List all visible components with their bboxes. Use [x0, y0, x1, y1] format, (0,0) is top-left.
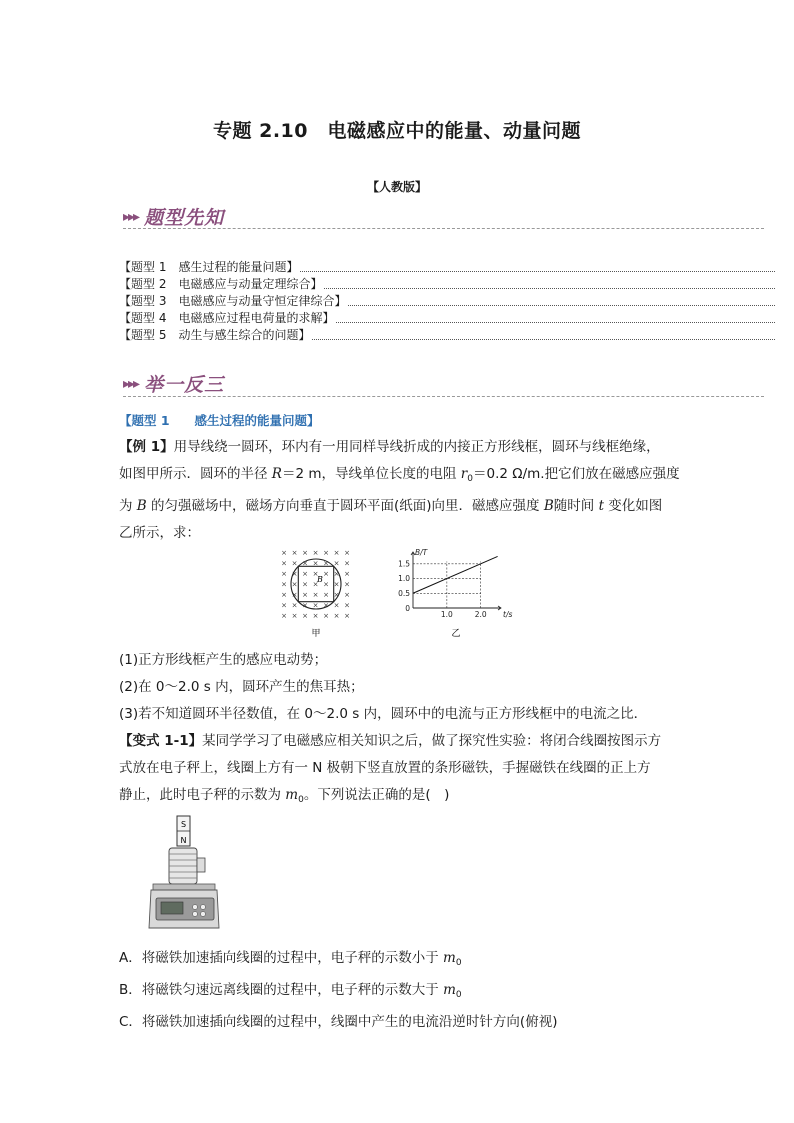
- field-x-mark: ×: [281, 580, 287, 589]
- field-x-mark: ×: [323, 570, 329, 578]
- banner-question-types: ▸▸▸ 题型先知: [123, 207, 225, 229]
- y-tick-label: 1.5: [398, 559, 410, 569]
- option-a[interactable]: A．将磁铁加速插向线圈的过程中，电子秤的示数小于 $m_0$: [119, 950, 462, 968]
- field-x-mark: ×: [291, 591, 298, 599]
- figure-scale-magnet: [147, 814, 223, 932]
- field-x-mark: ×: [333, 549, 340, 557]
- toc-item-2[interactable]: 【题型 2 电磁感应与动量定理综合】: [119, 276, 775, 292]
- field-x-mark: ×: [323, 559, 329, 568]
- field-x-mark: ×: [344, 612, 350, 620]
- field-x-mark: ×: [312, 580, 319, 589]
- field-x-mark: ×: [333, 601, 340, 610]
- field-x-mark: ×: [323, 549, 329, 557]
- example-1: 【例 1】用导线绕一圆环，环内有一用同样导线折成的内接正方形线框，圆环与线框绝缘， 如图甲所示．圆环的半径 R＝2 m，导线单位长度的电阻 $r_0=0.2$ Ω/m.把它们放在磁感应强度 为 B 的匀强磁场中，磁场方向垂直于圆环平面(纸面)向里．磁感应强度 B随时间 t 变化如图 乙所示，求：: [119, 439, 680, 541]
- x-tick-label: 1.0: [440, 610, 453, 619]
- field-x-mark: ×: [281, 591, 287, 599]
- field-x-mark: ×: [291, 612, 298, 620]
- field-x-mark: ×: [281, 559, 287, 568]
- question-3: (3)若不知道圆环半径数值，在 0～2.0 s 内，圆环中的电流与正方形线框中的电流之比．: [119, 706, 648, 722]
- field-x-mark: ×: [291, 570, 298, 578]
- caption-yi: 乙: [451, 629, 461, 638]
- questions: [119, 647, 779, 728]
- field-x-mark: ×: [302, 580, 308, 589]
- field-x-mark: ×: [312, 601, 319, 610]
- figure-bt-chart: [393, 548, 513, 638]
- field-x-mark: ×: [312, 549, 319, 557]
- toc-item-5[interactable]: 【题型 5 动生与感生综合的问题】: [119, 327, 775, 343]
- triple-chevron-icon: ▸▸▸: [123, 208, 139, 225]
- field-x-mark: ×: [281, 601, 287, 610]
- field-x-mark: ×: [312, 559, 319, 568]
- field-x-mark: ×: [291, 549, 298, 557]
- y-tick-label: 0.5: [398, 588, 410, 598]
- field-x-mark: ×: [323, 612, 329, 620]
- magnet-s-pole: S: [180, 820, 187, 829]
- field-x-mark: ×: [333, 570, 340, 578]
- banner-examples: ▸▸▸ 举一反三: [123, 374, 225, 396]
- field-x-mark: ×: [302, 559, 308, 568]
- field-x-mark: ×: [344, 591, 350, 599]
- x-axis-label: t/s: [503, 610, 513, 619]
- field-x-mark: ×: [333, 612, 340, 620]
- option-b[interactable]: B．将磁铁匀速远离线圈的过程中，电子秤的示数大于 $m_0$: [119, 982, 462, 1000]
- x-tick-label: 2.0: [474, 610, 487, 619]
- scale-pan: [153, 884, 215, 890]
- field-x-mark: ×: [291, 580, 298, 589]
- variant-1-1: 【变式 1-1】某同学学习了电磁感应相关知识之后，做了探究性实验：将闭合线圈按图示方 式放在电子秤上，线圈上方有一 N 极朝下竖直放置的条形磁铁，手握磁铁在线圈的正上方 静止，此时电子秤的示数为 $m_0$。下列说法正确的是( ): [119, 733, 662, 805]
- field-x-mark: ×: [344, 580, 350, 589]
- edition-label: 【人教版】: [366, 180, 427, 194]
- field-x-mark: ×: [344, 601, 350, 610]
- field-x-mark: ×: [344, 570, 350, 578]
- field-x-mark: ×: [312, 591, 319, 599]
- field-x-mark: ×: [323, 601, 329, 610]
- question-2: (2)在 0～2.0 s 内，圆环产生的焦耳热；: [119, 679, 364, 695]
- field-x-mark: ×: [302, 570, 308, 578]
- field-x-mark: ×: [281, 570, 287, 578]
- field-x-mark: ×: [302, 612, 308, 620]
- y-tick-label: 1.0: [398, 574, 410, 584]
- field-x-mark: ×: [312, 570, 319, 578]
- toc-item-3[interactable]: 【题型 3 电磁感应与动量守恒定律综合】: [119, 293, 775, 309]
- field-x-mark: ×: [333, 559, 340, 568]
- figure-ring-square: [280, 548, 352, 638]
- field-x-mark: ×: [281, 549, 287, 557]
- section-heading: 【题型 1 感生过程的能量问题】: [119, 413, 320, 428]
- field-x-mark: ×: [333, 580, 340, 589]
- field-x-mark: ×: [302, 591, 308, 599]
- field-x-mark: ×: [323, 591, 329, 599]
- triple-chevron-icon: ▸▸▸: [123, 375, 139, 392]
- page-title: 专题 2.10 电磁感应中的能量、动量问题: [213, 120, 581, 142]
- y-axis-label: B/T: [415, 548, 428, 557]
- field-x-mark: ×: [312, 612, 319, 620]
- field-x-mark: ×: [323, 580, 329, 589]
- field-x-mark: ×: [291, 601, 298, 610]
- field-x-mark: ×: [344, 549, 350, 557]
- series-line: [413, 556, 498, 593]
- field-x-mark: ×: [281, 612, 287, 620]
- options: [119, 945, 779, 1036]
- divider: [123, 396, 764, 397]
- toc-item-1[interactable]: 【题型 1 感生过程的能量问题】: [119, 259, 775, 275]
- caption-jia: 甲: [311, 629, 321, 638]
- magnet-n-pole: N: [180, 836, 187, 845]
- field-x-mark: ×: [333, 591, 340, 599]
- field-label: B: [317, 575, 323, 584]
- field-x-mark: ×: [302, 601, 308, 610]
- option-c[interactable]: C．将磁铁加速插向线圈的过程中，线圈中产生的电流沿逆时针方向(俯视): [119, 1014, 558, 1030]
- field-x-mark: ×: [291, 559, 298, 568]
- field-x-mark: ×: [344, 559, 350, 568]
- question-1: (1)正方形线框产生的感应电动势；: [119, 652, 328, 668]
- toc-item-4[interactable]: 【题型 4 电磁感应过程电荷量的求解】: [119, 310, 775, 326]
- divider: [123, 228, 764, 229]
- field-x-mark: ×: [302, 549, 308, 557]
- origin-label: 0: [405, 604, 410, 613]
